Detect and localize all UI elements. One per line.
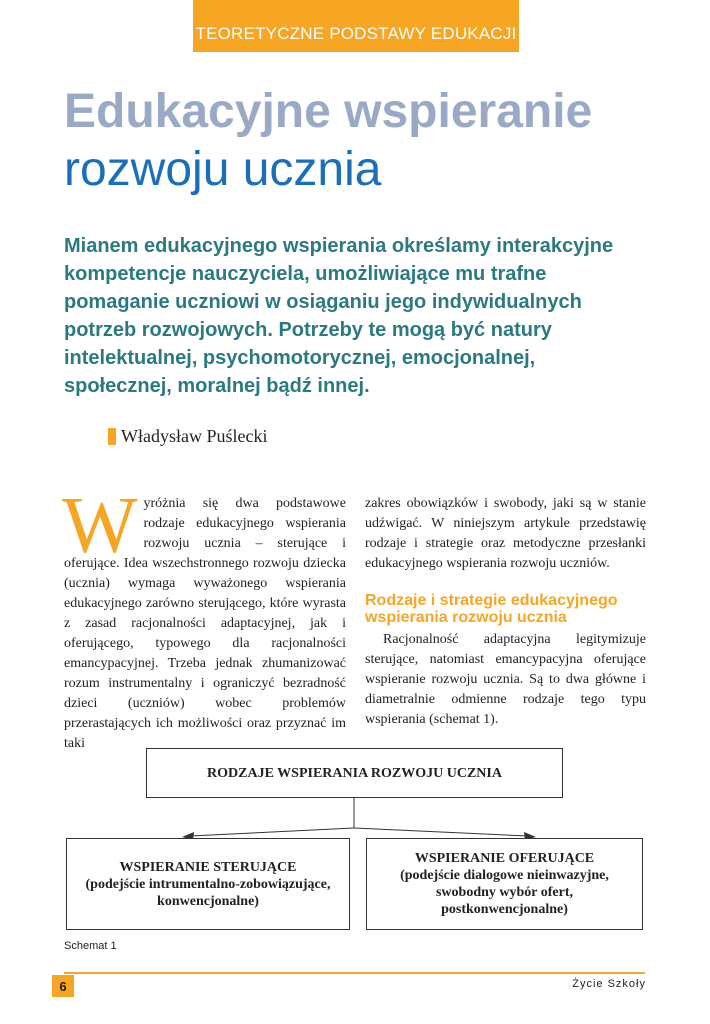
article-title-line2: rozwoju ucznia (64, 143, 382, 196)
paragraph-rationality: Racjonalność adaptacyjna legitymizuje sterujące, natomiast emancypacyjna oferujące wspieranie rozwoju ucznia. Są to dwa główne i diametralnie odmienne rodzaje tego typu wspierania (schemat 1). (365, 632, 646, 727)
diagram-box-top (146, 748, 563, 798)
diagram-box-top-label: RODZAJE WSPIERANIA ROZWOJU UCZNIA (207, 765, 502, 781)
diagram-arrow-left (190, 828, 354, 836)
diagram-box-left (66, 838, 350, 930)
diagram-caption: Schemat 1 (64, 940, 117, 952)
diagram-box-right (366, 838, 643, 930)
diagram-box-right-line2: (podejście dialogowe nieinwazyjne, (400, 868, 609, 883)
lead-paragraph: Mianem edukacyjnego wspierania określamy interakcyjne kompetencje nauczyciela, umożliwiające mu trafne pomaganie uczniowi w osiąganiu jego indywidualnych potrzeb rozwojowych. Potrzeby te mogą być natury intelektualnej, psychomotorycznej, emocjonalnej, społecznej, moralnej bądź innej. (64, 235, 614, 397)
paragraph-intro-left: yróżnia się dwa podstawowe rodzaje edukacyjnego wspierania rozwoju ucznia – sterujące i oferujące. Idea wszechstronnego rozwoju dziecka (ucznia) wymaga wyważonego wspierania edukacyjnego zarówno sterującego, które wyrasta z zasad racjonalności adaptacyjnej, jak i oferującego, typowego dla racjonalności emancypacyjnej. Trzeba jednak zhumanizować rozum instrumentalny i ograniczyć bezradność dzieci (uczniów) wobec problemów przerastających ich możliwości oraz przyznać im taki (64, 496, 346, 751)
diagram-box-right-line3: swobodny wybór ofert, (435, 885, 574, 900)
footer-rule (64, 972, 645, 974)
diagram-box-left-line3: konwencjonalne) (157, 893, 259, 909)
diagram-box-left-line2: (podejście intrumentalno-zobowiązujące, (85, 876, 331, 892)
journal-name: Życie Szkoły (572, 978, 646, 990)
diagram-box-right-title: WSPIERANIE OFERUJĄCE (414, 851, 595, 866)
diagram-arrow-right (354, 828, 528, 836)
author-name: Władysław Puślecki (121, 426, 268, 446)
diagram-box-left-title: WSPIERANIE STERUJĄCE (119, 859, 297, 875)
diagram-box-right-line4: postkonwencjonalne) (441, 902, 568, 917)
section-label: TEORETYCZNE PODSTAWY EDUKACJI (195, 24, 517, 43)
drop-cap: W (62, 482, 138, 570)
page-number: 6 (52, 975, 74, 997)
paragraph-intro-continued: zakres obowiązków i swobody, jaki są w stanie udźwigać. W niniejszym artykule przedstawię rodzaje i strategie oraz metodyczne przesłanki edukacyjnego wspierania rozwoju uczniów. (365, 496, 646, 571)
subheading: Rodzaje i strategie edukacyjnego wspierania rozwoju ucznia (365, 592, 618, 626)
article-title-line1: Edukacyjne wspieranie (64, 85, 593, 138)
